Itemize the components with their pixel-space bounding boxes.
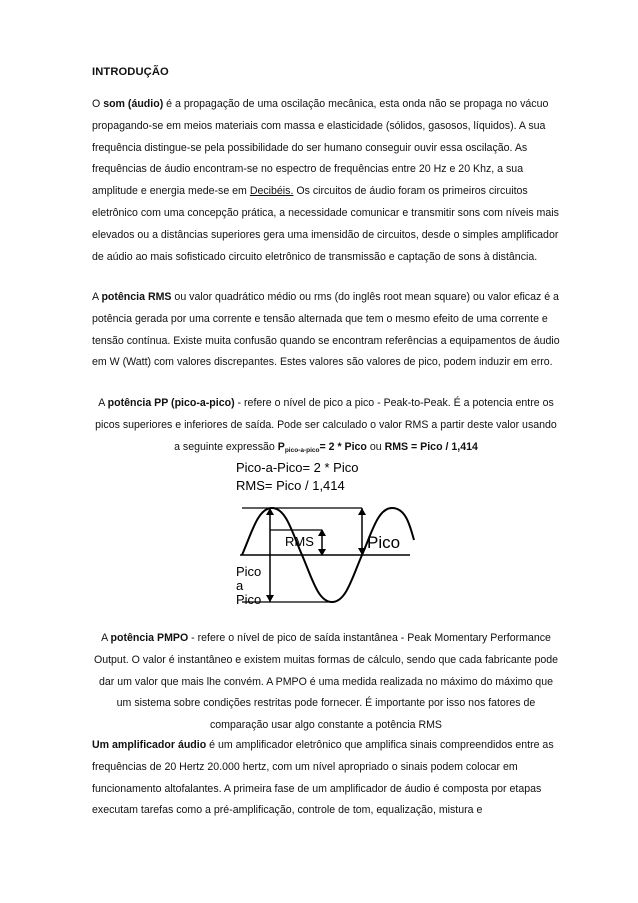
text: Os circuitos de áudio foram os primeiros circuitos eletrônico com uma concepção prática, a necessidade comunicar e transmitir sons com níveis mais elevados ou a distâncias superiores gera uma imensidão de circuitos, desde o simples amplificador de aúdio ao mais sofisticado circuito eletrônico de transmissão e captação de sons à distância.: [92, 185, 559, 263]
decibeis-link[interactable]: Decibéis.: [249, 185, 294, 198]
figure-formula-2: RMS= Pico / 1,414: [236, 478, 345, 493]
pico-label: Pico: [367, 533, 401, 552]
text: A: [101, 632, 111, 644]
formula-eq: = 2 * Pico: [319, 440, 367, 453]
figure-formula-1: Pico-a-Pico= 2 * Pico: [236, 460, 359, 475]
paragraph-pp: [92, 393, 560, 461]
paragraph-amplificador: [92, 735, 560, 822]
bold-term-rms: potência RMS: [101, 291, 172, 303]
formula-rms: RMS = Pico: [384, 440, 443, 453]
pico-arrowhead-up: [358, 508, 366, 515]
bold-term-pp: potência PP (pico-a-pico): [107, 397, 235, 409]
section-heading: INTRODUÇÃO: [92, 66, 169, 78]
formula-p: P: [277, 440, 285, 453]
pico-arrowhead-down: [358, 548, 366, 555]
rms-label: RMS: [285, 534, 314, 549]
pico-a-pico-label-1: Pico: [236, 564, 262, 579]
text: O: [92, 98, 104, 110]
formula: [278, 441, 367, 453]
paragraph-som: [92, 94, 560, 268]
text: é a propagação de uma oscilação mecânica, esta onda não se propaga no vácuo propagando-se em meios materiais com massa e elasticidade (sólidos, gasosos, líquidos). A sua frequência distingue-se pela possibilidade do ser humano conseguir ouvir essa oscilação. As frequências de áudio encontram-se no espectro de frequências entre 20 Hz e 20 Khz, a sua amplitude e energia mede-se em: [92, 98, 549, 198]
text: é um amplificador eletrônico que amplifica sinais compreendidos entre as frequências de 20 Hertz 20.000 hertz, com um nível apropriado o sinais podem colocar em funcionamento altofalantes. A primeira fase de um amplificador de áudio é composta por etapas executam tarefas como a pré-amplificação, controle de tom, equalização, mistura e: [92, 739, 554, 817]
bold-term-som: som (áudio): [103, 98, 164, 110]
text: - refere o nível de pico a pico - Peak-to-Peak. É a potencia entre os picos superiores e inferiores de saída. Pode ser calculado o valor RMS a partir deste valor usando a seguinte expressão: [95, 397, 557, 453]
text: ou valor quadrático médio ou rms (do inglês root mean square) ou valor eficaz é a potência gerada por uma corrente e tensão alternada que tem o mesmo efeito de uma corrente e tensão contínua. Existe muita confusão quando se encontram referências a equipamentos de áudio em W (Watt) com valores discrepantes. Estes valores são valores de pico, podem induzir em erro.: [92, 291, 560, 369]
text: A: [98, 397, 108, 409]
sine-wave-figure: [230, 460, 430, 620]
pp-arrowhead-down: [266, 595, 274, 602]
bold-term-amplificador: Um amplificador áudio: [92, 739, 207, 751]
paragraph-rms: [92, 287, 560, 374]
bold-term-pmpo: potência PMPO: [110, 632, 189, 644]
formula-subscript: pico-a-pico: [284, 446, 320, 454]
text: ou: [366, 440, 385, 453]
formula-div: / 1,414: [442, 440, 478, 453]
paragraph-pmpo: [92, 628, 560, 737]
sine-wave-diagram: [230, 460, 430, 620]
text: A: [92, 291, 102, 303]
pico-a-pico-label-2: a: [236, 578, 244, 593]
pico-a-pico-label-3: Pico: [236, 592, 262, 607]
text: - refere o nível de pico de saída instantânea - Peak Momentary Performance Output. O valor é instantâneo e existem muitas formas de cálculo, sendo que cada fabricante pode dar um valor que mais lhe convém. A PMPO é uma medida realizada no máximo do máximo que um sistema sobre condições restritas pode fornecer. É importante por isso nos fatores de comparação usar algo constante a potência RMS: [93, 632, 559, 732]
